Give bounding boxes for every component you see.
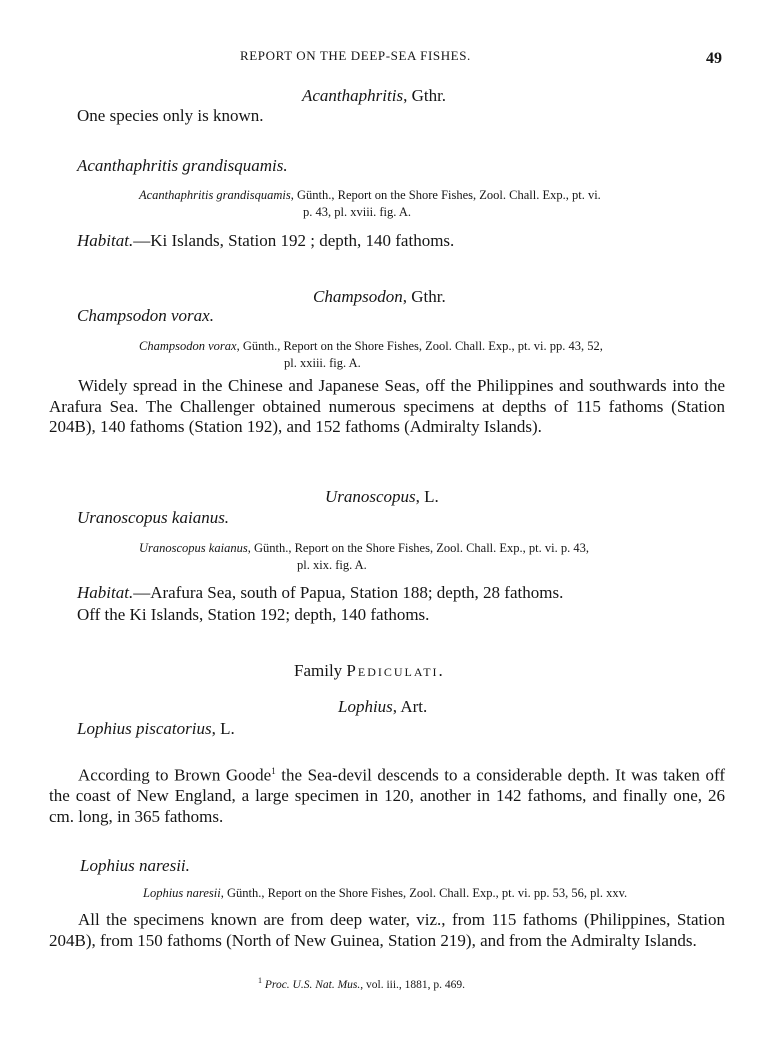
genus-author: , L. — [415, 487, 439, 506]
family-name: Pediculati. — [346, 661, 445, 680]
reference-lophius-naresii — [143, 886, 627, 901]
habitat-uranoscopus — [77, 583, 563, 603]
reference-text: , Günth., Report on the Shore Fishes, Zool. Chall. Exp., pt. vi. — [290, 188, 601, 202]
genus-name: Acanthaphritis — [302, 86, 404, 105]
reference-uranoscopus — [139, 540, 725, 574]
family-prefix: Family — [294, 661, 347, 680]
paragraph-text-part1: According to Brown Goode — [78, 765, 272, 785]
species-heading-lophius-naresii: Lophius naresii. — [80, 856, 190, 875]
genus-heading-uranoscopus — [325, 487, 439, 507]
species-name: Lophius piscatorius — [77, 719, 212, 738]
genus-note: One species only is known. — [77, 106, 264, 125]
reference-species-name: Uranoscopus kaianus — [139, 541, 248, 555]
reference-continuation: pl. xxiii. fig. A. — [284, 356, 361, 370]
genus-author: , Gthr. — [403, 86, 447, 105]
genus-name: Uranoscopus — [325, 487, 416, 506]
reference-species-name: Acanthaphritis grandisquamis — [139, 188, 291, 202]
paragraph-text: Widely spread in the Chinese and Japanese Seas, off the Philippines and southwards into the Arafura Sea. The Challenger obtained numerous specimens at depths of 115 fathoms (Station 204B), 140 fathoms (Station 192), and 152 fathoms (Admiralty Islands). — [49, 376, 725, 436]
reference-continuation: pl. xix. fig. A. — [297, 558, 367, 572]
habitat-label: Habitat. — [77, 231, 134, 250]
habitat-label: Habitat. — [77, 583, 134, 602]
species-author: , L. — [211, 719, 235, 738]
species-heading-lophius-piscatorius — [77, 719, 235, 739]
genus-author: , Art. — [392, 697, 428, 716]
habitat-uranoscopus-line2: Off the Ki Islands, Station 192; depth, 140 fathoms. — [77, 605, 430, 624]
reference-text: , Günth., Report on the Shore Fishes, Zool. Chall. Exp., pt. vi. pp. 53, 56, pl. xxv. — [220, 886, 628, 900]
page-number: 49 — [706, 50, 722, 67]
species-heading-champsodon-vorax: Champsodon vorax. — [77, 306, 214, 325]
genus-heading-champsodon — [313, 287, 446, 307]
running-header: REPORT ON THE DEEP-SEA FISHES. — [240, 48, 471, 63]
reference-continuation: p. 43, pl. xviii. fig. A. — [303, 205, 411, 219]
paragraph-lophius-naresii — [49, 910, 725, 951]
paragraph-lophius-piscatorius — [49, 761, 725, 827]
reference-text: , Günth., Report on the Shore Fishes, Zool. Chall. Exp., pt. vi. p. 43, — [247, 541, 589, 555]
family-heading — [294, 661, 445, 681]
species-heading-acanthaphritis-grandisquamis: Acanthaphritis grandisquamis. — [77, 156, 288, 175]
reference-species-name: Champsodon vorax — [139, 339, 237, 353]
genus-heading-lophius — [338, 697, 427, 717]
species-heading-uranoscopus-kaianus: Uranoscopus kaianus. — [77, 508, 230, 527]
footnote-marker[interactable]: 1 — [271, 766, 276, 776]
footnote-journal: Proc. U.S. Nat. Mus. — [264, 978, 361, 991]
reference-text: , Günth., Report on the Shore Fishes, Zool. Chall. Exp., pt. vi. pp. 43, 52, — [236, 339, 603, 353]
reference-species-name: Lophius naresii — [143, 886, 221, 900]
footnote-number: 1 — [258, 976, 262, 985]
genus-heading-acanthaphritis — [302, 86, 446, 106]
reference-champsodon — [139, 338, 725, 372]
habitat-text: —Ki Islands, Station 192 ; depth, 140 fathoms. — [133, 231, 455, 250]
genus-name: Lophius — [338, 697, 393, 716]
genus-author: , Gthr. — [402, 287, 446, 306]
paragraph-text-part2: the Sea-devil descends to a considerable depth. It was taken off the coast of New England, a large specimen in 120, another in 142 fathoms, and finally one, 26 cm. long, in 365 fathoms. — [49, 765, 725, 826]
footnote-details: , vol. iii., 1881, p. 469. — [360, 978, 466, 991]
genus-name: Champsodon — [313, 287, 403, 306]
paragraph-text: All the specimens known are from deep water, viz., from 115 fathoms (Philippines, Station 204B), from 150 fathoms (North of New Guinea, Station 219), and from the Admiralty Islands. — [49, 910, 725, 950]
footnote — [258, 976, 465, 991]
habitat-acanthaphritis — [77, 231, 454, 251]
reference-acanthaphritis — [139, 187, 725, 221]
paragraph-champsodon — [49, 376, 725, 438]
habitat-text: —Arafura Sea, south of Papua, Station 188; depth, 28 fathoms. — [133, 583, 564, 602]
